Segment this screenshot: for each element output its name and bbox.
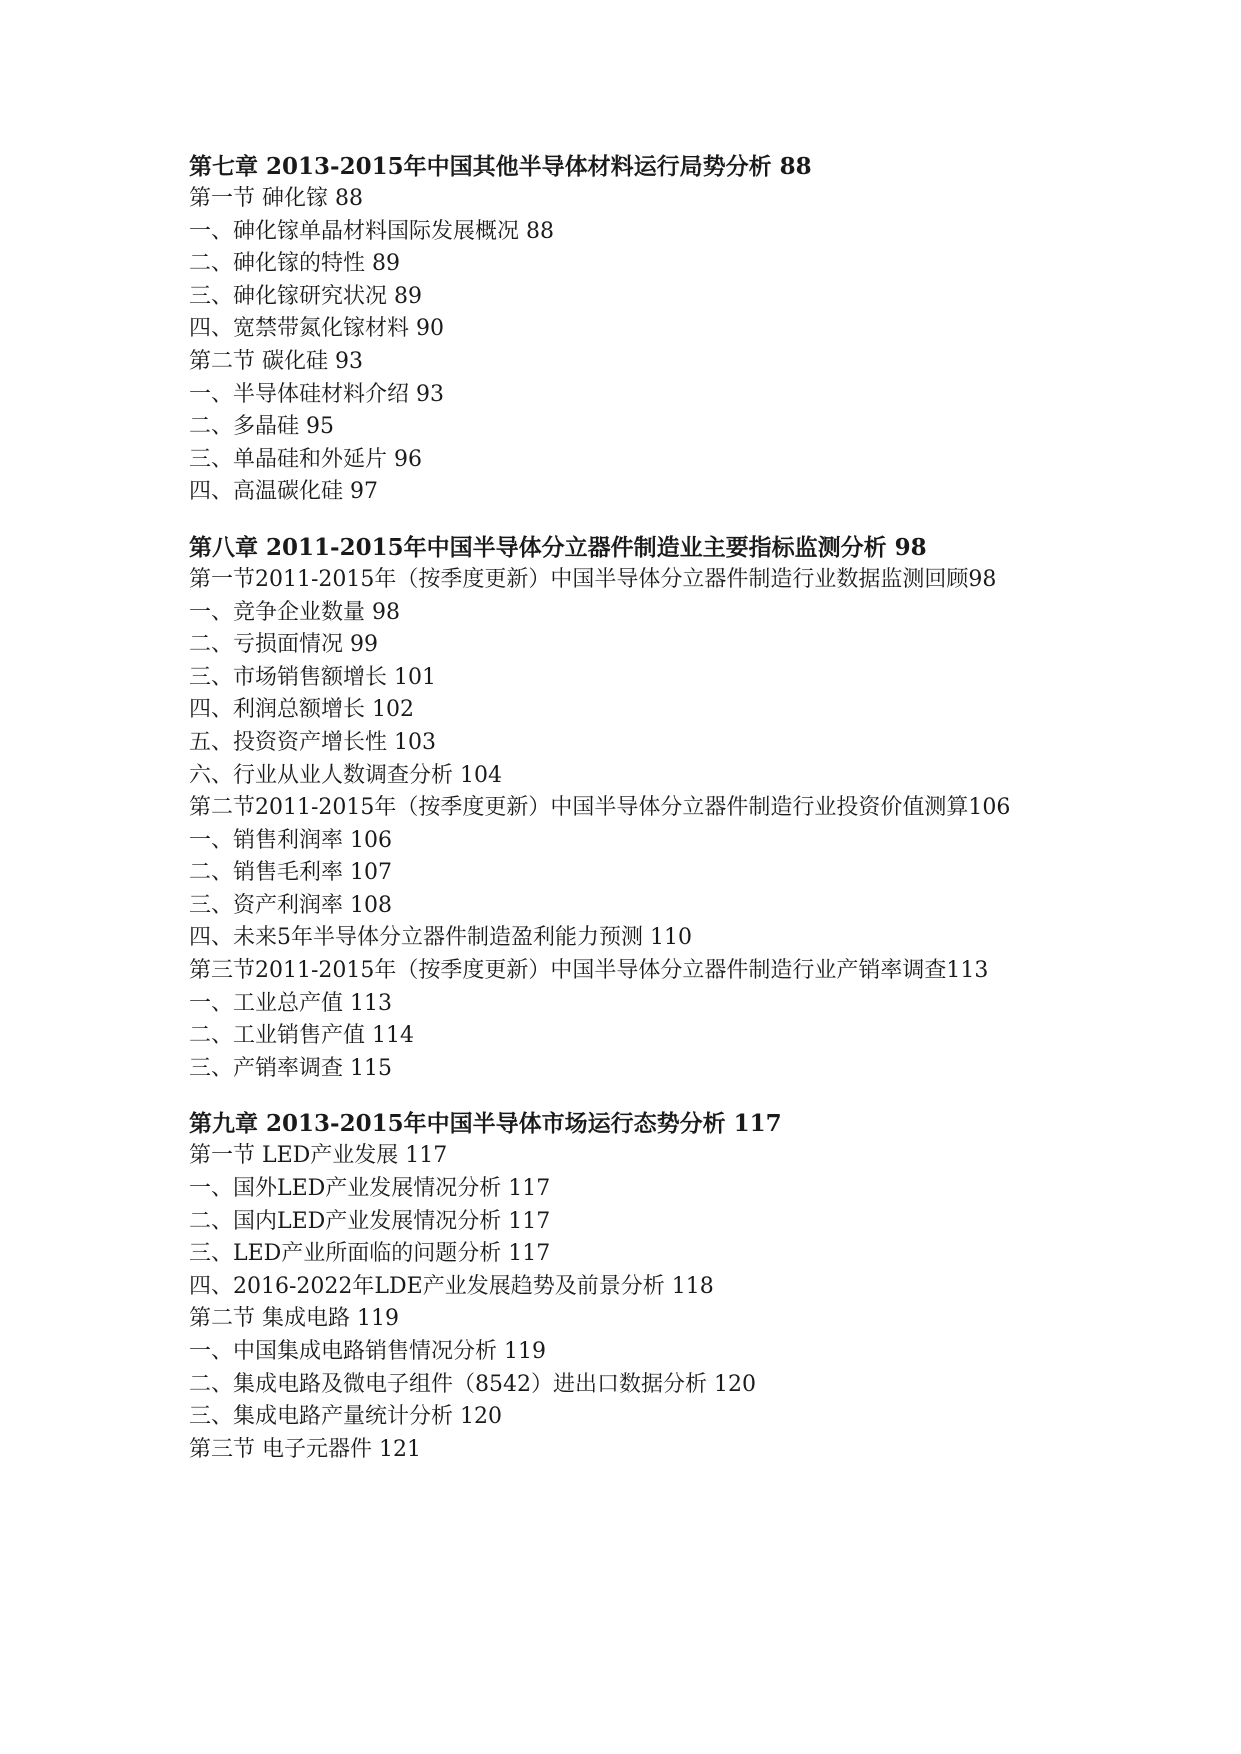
- toc-entry: 一、竞争企业数量 98: [189, 599, 400, 625]
- toc-page: [189, 150, 1069, 1488]
- toc-entry: 二、多晶硅 95: [189, 414, 334, 440]
- toc-entry: 三、资产利润率 108: [189, 892, 392, 918]
- toc-entry: 第一节2011-2015年（按季度更新）中国半导体分立器件制造行业数据监测回顾98: [189, 566, 997, 592]
- chapter-9: [189, 1107, 1069, 1466]
- toc-entry: 一、砷化镓单晶材料国际发展概况 88: [189, 218, 554, 244]
- toc-entry: 四、宽禁带氮化镓材料 90: [189, 316, 444, 342]
- toc-entry: 第一节 LED产业发展 117: [189, 1143, 448, 1169]
- toc-entry: 第三节 电子元器件 121: [189, 1436, 421, 1462]
- toc-entry: 第二节 集成电路 119: [189, 1306, 399, 1332]
- toc-entry: 四、高温碳化硅 97: [189, 479, 378, 505]
- toc-entry: 第一节 砷化镓 88: [189, 186, 363, 211]
- chapter-title: 第九章 2013-2015年中国半导体市场运行态势分析 117: [189, 1110, 782, 1138]
- toc-entry: 三、砷化镓研究状况 89: [189, 283, 422, 309]
- toc-entry: 一、中国集成电路销售情况分析 119: [189, 1339, 546, 1364]
- toc-entry: 五、投资资产增长性 103: [189, 729, 436, 755]
- toc-entry: 四、未来5年半导体分立器件制造盈利能力预测 110: [189, 925, 692, 951]
- toc-entry: 三、单晶硅和外延片 96: [189, 446, 422, 472]
- toc-entry: 第二节2011-2015年（按季度更新）中国半导体分立器件制造行业投资价值测算106: [189, 795, 1011, 821]
- toc-entry: 二、砷化镓的特性 89: [189, 251, 400, 277]
- toc-entry: 二、国内LED产业发展情况分析 117: [189, 1208, 551, 1234]
- toc-entry: 四、利润总额增长 102: [189, 697, 414, 723]
- toc-entry: 一、半导体硅材料介绍 93: [189, 381, 444, 407]
- chapter-8: [189, 531, 1069, 1086]
- toc-entry: 第二节 碳化硅 93: [189, 348, 363, 374]
- chapter-title: 第七章 2013-2015年中国其他半导体材料运行局势分析 88: [189, 153, 812, 180]
- toc-entry: 第三节2011-2015年（按季度更新）中国半导体分立器件制造行业产销率调查113: [189, 958, 989, 984]
- toc-entry: 二、集成电路及微电子组件（8542）进出口数据分析 120: [189, 1371, 756, 1397]
- toc-entry: 一、销售利润率 106: [189, 827, 392, 853]
- toc-entry: 一、工业总产值 113: [189, 990, 392, 1016]
- chapter-7: [189, 150, 1069, 509]
- toc-entry: 三、LED产业所面临的问题分析 117: [189, 1241, 551, 1267]
- chapter-title: 第八章 2011-2015年中国半导体分立器件制造业主要指标监测分析 98: [189, 533, 927, 561]
- toc-entry: 一、国外LED产业发展情况分析 117: [189, 1176, 551, 1202]
- toc-entry: 三、市场销售额增长 101: [189, 664, 436, 690]
- toc-entry: 二、销售毛利率 107: [189, 860, 392, 886]
- toc-entry: 二、工业销售产值 114: [189, 1023, 414, 1049]
- toc-entry: 三、集成电路产量统计分析 120: [189, 1404, 502, 1430]
- toc-entry: 三、产销率调查 115: [189, 1055, 392, 1081]
- toc-entry: 二、亏损面情况 99: [189, 632, 378, 658]
- toc-entry: 四、2016-2022年LDE产业发展趋势及前景分析 118: [189, 1273, 714, 1299]
- toc-entry: 六、行业从业人数调查分析 104: [189, 762, 502, 788]
